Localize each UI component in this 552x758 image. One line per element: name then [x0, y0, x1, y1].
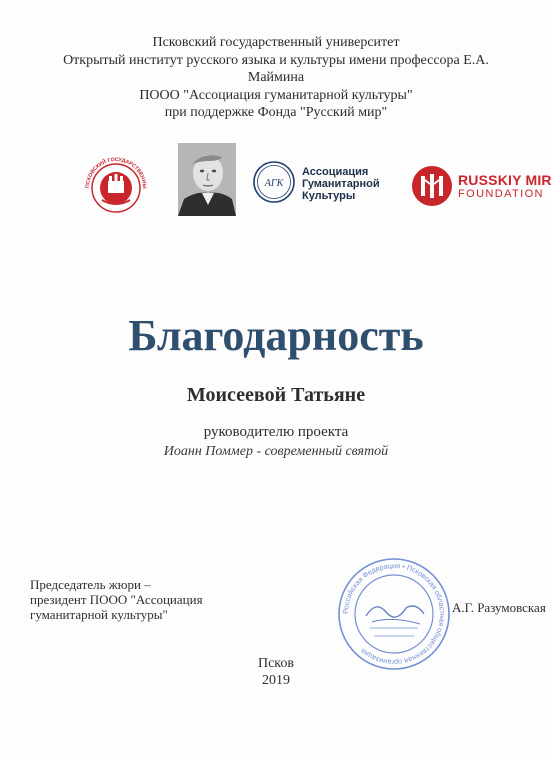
- recipient-name: Моисеевой Татьяне: [186, 384, 366, 406]
- russkiy-mir-sub: FOUNDATION: [458, 188, 544, 200]
- header-line: Маймина: [247, 70, 305, 85]
- university-seal-icon: [78, 156, 154, 214]
- signatory-name: А.Г. Разумовская: [452, 600, 546, 615]
- header-line: Псковский государственный университет: [152, 35, 400, 50]
- association-emblem-icon: [252, 160, 296, 204]
- signatory-title-line: гуманитарной культуры": [30, 607, 168, 622]
- signatory-title: [30, 577, 203, 622]
- svg-text:Российская Федерация • Псковск: Российская Федерация • Псковская областная общественная организация: [340, 560, 448, 668]
- footer-place-date: [0, 655, 552, 689]
- header-line: Открытый институт русского языка и культуры имени профессора Е.А.: [63, 52, 489, 68]
- association-line: Ассоциация: [302, 166, 369, 178]
- russkiy-mir-wordmark: [458, 173, 552, 200]
- year: 2019: [262, 673, 290, 688]
- portrait-photo: [178, 143, 236, 216]
- svg-text:АГК: АГК: [264, 178, 284, 189]
- russkiy-mir-logo: [410, 164, 552, 208]
- logo-row: [0, 140, 552, 220]
- header-line: при поддержке Фонда "Русский мир": [164, 105, 388, 120]
- project-name: Иоанн Поммер - современный святой: [163, 444, 389, 459]
- russkiy-mir-main: RUSSKIY MIR: [458, 172, 552, 188]
- recipient-role: руководителю проекта: [203, 424, 349, 440]
- association-line: Культуры: [302, 190, 356, 202]
- association-line: Гуманитарной: [302, 178, 380, 190]
- city: Псков: [257, 656, 295, 671]
- header-line: ПООО "Ассоциация гуманитарной культуры": [139, 87, 413, 103]
- russkiy-mir-logo-icon: [410, 164, 454, 208]
- signatory-title-line: Председатель жюри –: [30, 577, 151, 592]
- signatory-title-line: президент ПООО "Ассоциация: [30, 592, 203, 607]
- association-logo: [252, 160, 412, 206]
- svg-text:ПСКОВСКИЙ ГОСУДАРСТВЕННЫЙ УНИВ: ПСКОВСКИЙ ГОСУДАРСТВЕННЫ: [84, 156, 148, 189]
- association-name: [302, 166, 380, 202]
- certificate-title: Благодарность: [128, 311, 424, 360]
- header-institutions: [40, 34, 512, 122]
